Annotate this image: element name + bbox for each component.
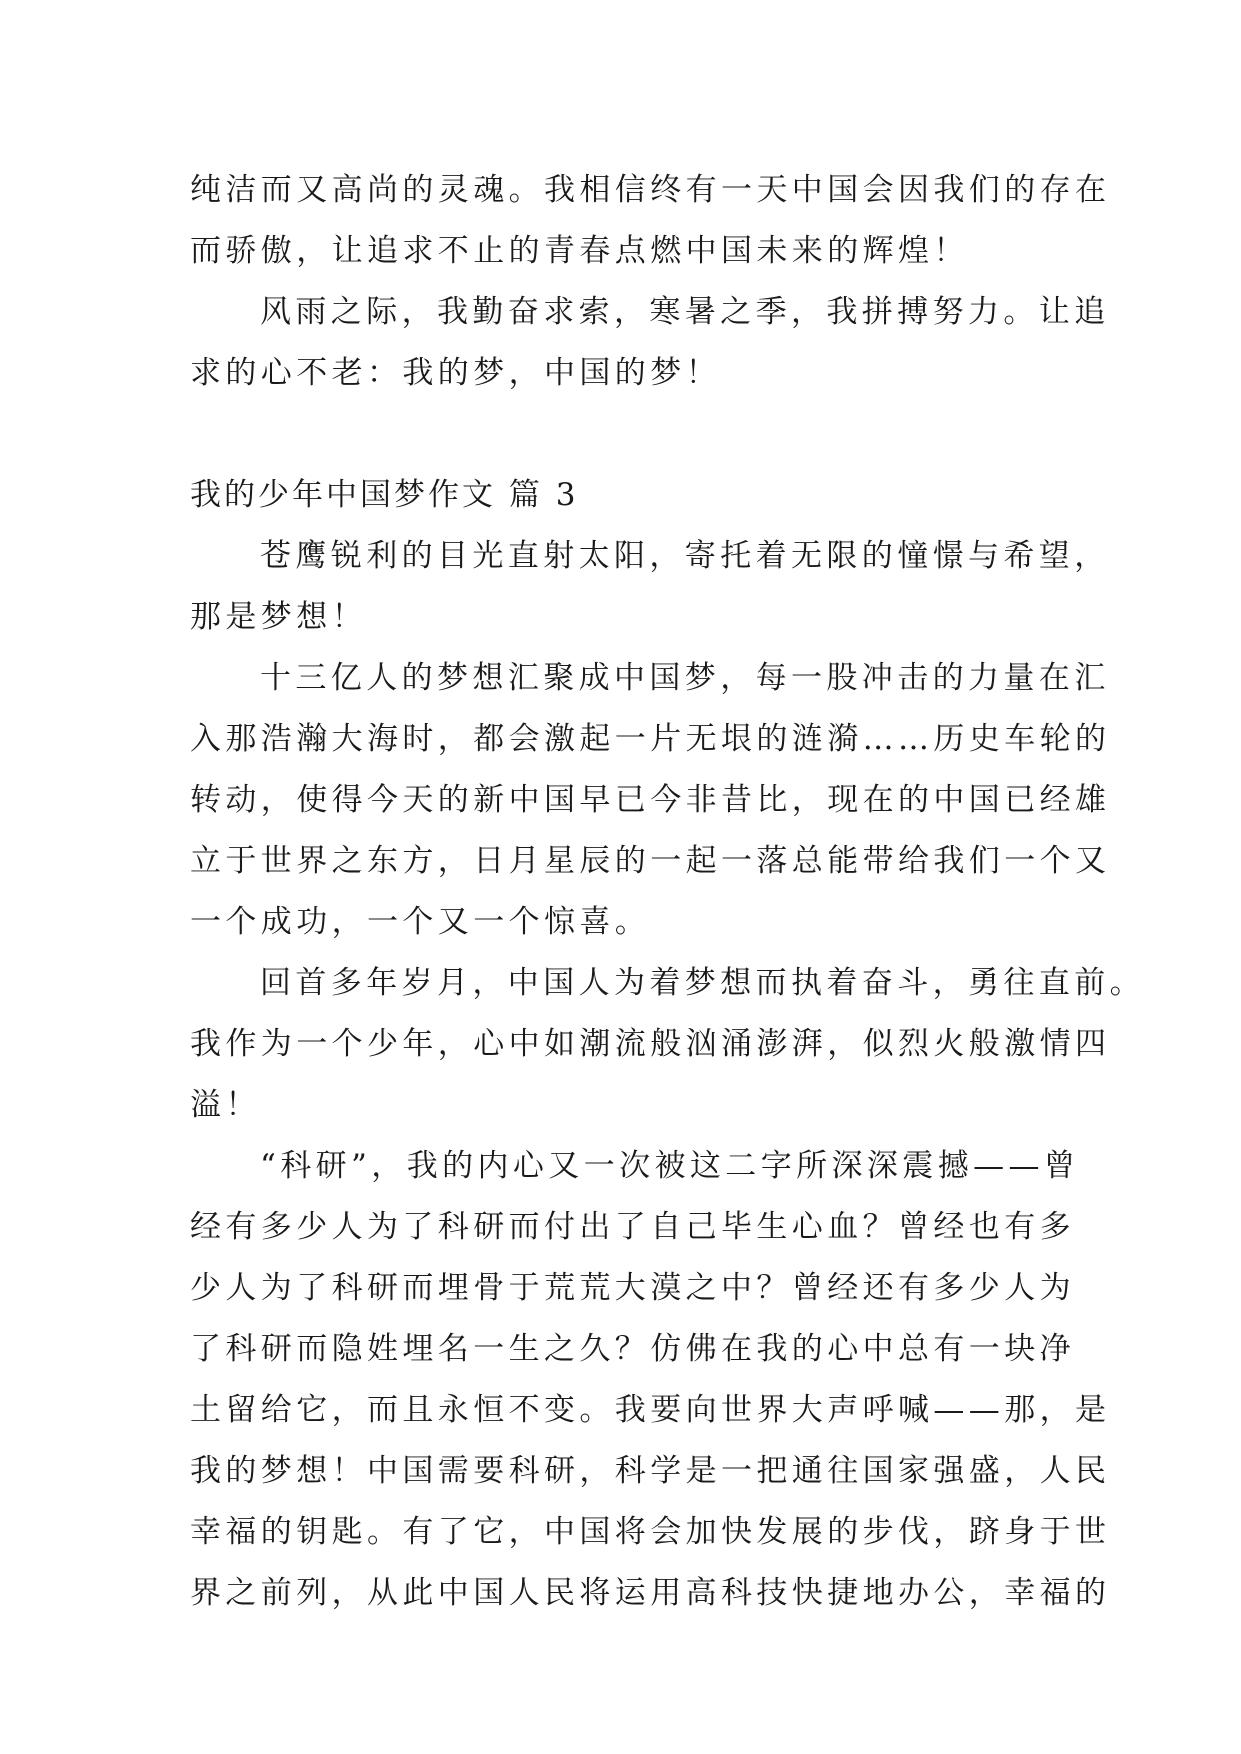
paragraph [190,648,1111,953]
text-line: 溢！ [190,1087,261,1123]
text-line: 纯洁而又高尚的灵魂。我相信终有一天中国会因我们的存在 [190,172,1111,208]
text-line: 入那浩瀚大海时，都会激起一片无垠的涟漪……历史车轮的 [190,721,1111,757]
text-line: 立于世界之东方，日月星辰的一起一落总能带给我们一个又 [190,843,1111,879]
paragraph-continuation [190,160,1111,282]
text-line: 那是梦想！ [190,599,367,635]
paragraph [190,282,1110,404]
text-line: 我的梦想！中国需要科研，科学是一把通往国家强盛，人民 [190,1453,1111,1489]
text-line: 界之前列，从此中国人民将运用高科技快捷地办公，幸福的 [190,1575,1111,1611]
paragraph [190,526,1110,648]
text-line: 了科研而隐姓埋名一生之久？仿佛在我的心中总有一块净 [190,1331,1075,1367]
document-page [190,160,1145,1624]
text-line: “科研”，我的内心又一次被这二字所深深震撼——曾 [260,1148,1080,1184]
text-line: 少人为了科研而埋骨于荒荒大漠之中？曾经还有多少人为 [190,1270,1075,1306]
paragraph [190,1136,1111,1624]
section-title: 我的少年中国梦作文 篇 3 [190,477,579,513]
text-line: 风雨之际，我勤奋求索，寒暑之季，我拼搏努力。让追 [260,294,1110,330]
text-line: 经有多少人为了科研而付出了自己毕生心血？曾经也有多 [190,1209,1075,1245]
paragraph [190,953,1145,1136]
blank-line [190,404,1060,465]
text-line: 我作为一个少年，心中如潮流般汹涌澎湃，似烈火般激情四 [190,1026,1111,1062]
text-line: 一个成功，一个又一个惊喜。 [190,904,651,940]
text-line: 求的心不老：我的梦，中国的梦！ [190,355,721,391]
text-line: 而骄傲，让追求不止的青春点燃中国未来的辉煌！ [190,233,969,269]
text-line: 幸福的钥匙。有了它，中国将会加快发展的步伐，跻身于世 [190,1514,1111,1550]
text-line: 土留给它，而且永恒不变。我要向世界大声呼喊——那，是 [190,1392,1111,1428]
text-line: 回首多年岁月，中国人为着梦想而执着奋斗，勇往直前。 [260,965,1145,1001]
text-line: 苍鹰锐利的目光直射太阳，寄托着无限的憧憬与希望， [260,538,1110,574]
text-line: 转动，使得今天的新中国早已今非昔比，现在的中国已经雄 [190,782,1111,818]
text-line: 十三亿人的梦想汇聚成中国梦，每一股冲击的力量在汇 [260,660,1110,696]
